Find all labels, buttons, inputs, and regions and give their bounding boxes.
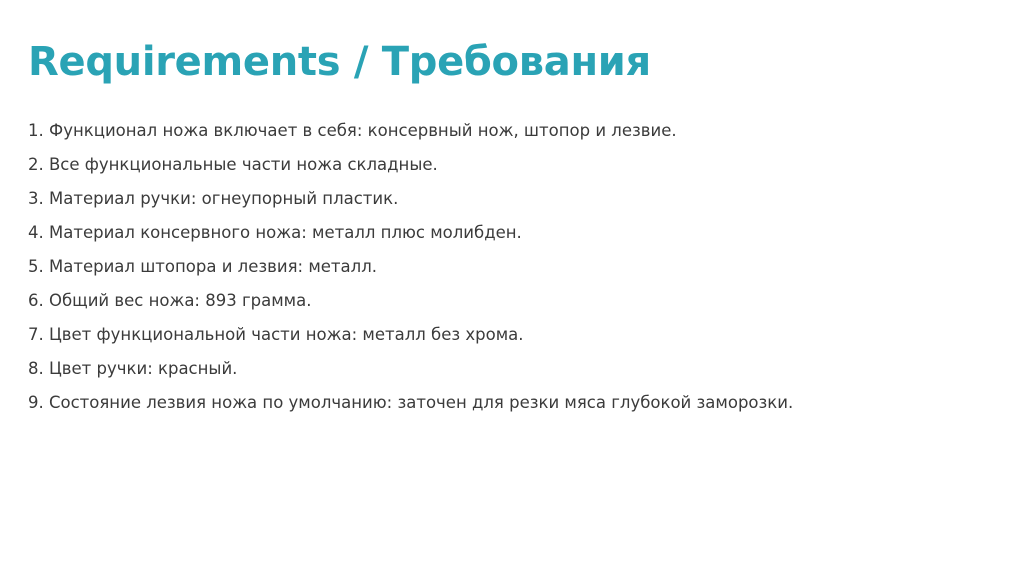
requirement-item-2: 2. Все функциональные части ножа складные. <box>28 155 438 174</box>
requirement-item-7: 7. Цвет функциональной части ножа: металл без хрома. <box>28 325 524 344</box>
requirement-item-6: 6. Общий вес ножа: 893 грамма. <box>28 291 312 310</box>
requirement-item-1: 1. Функционал ножа включает в себя: консервный нож, штопор и лезвие. <box>28 121 677 140</box>
requirement-item-9: 9. Состояние лезвия ножа по умолчанию: заточен для резки мяса глубокой заморозки. <box>28 393 794 412</box>
requirements-list <box>28 114 793 420</box>
requirement-item-4: 4. Материал консервного ножа: металл плюс молибден. <box>28 223 522 242</box>
requirement-item-3: 3. Материал ручки: огнеупорный пластик. <box>28 189 399 208</box>
slide-title: Requirements / Требования <box>28 39 651 85</box>
requirement-item-8: 8. Цвет ручки: красный. <box>28 359 238 378</box>
requirement-item-5: 5. Материал штопора и лезвия: металл. <box>28 257 377 276</box>
